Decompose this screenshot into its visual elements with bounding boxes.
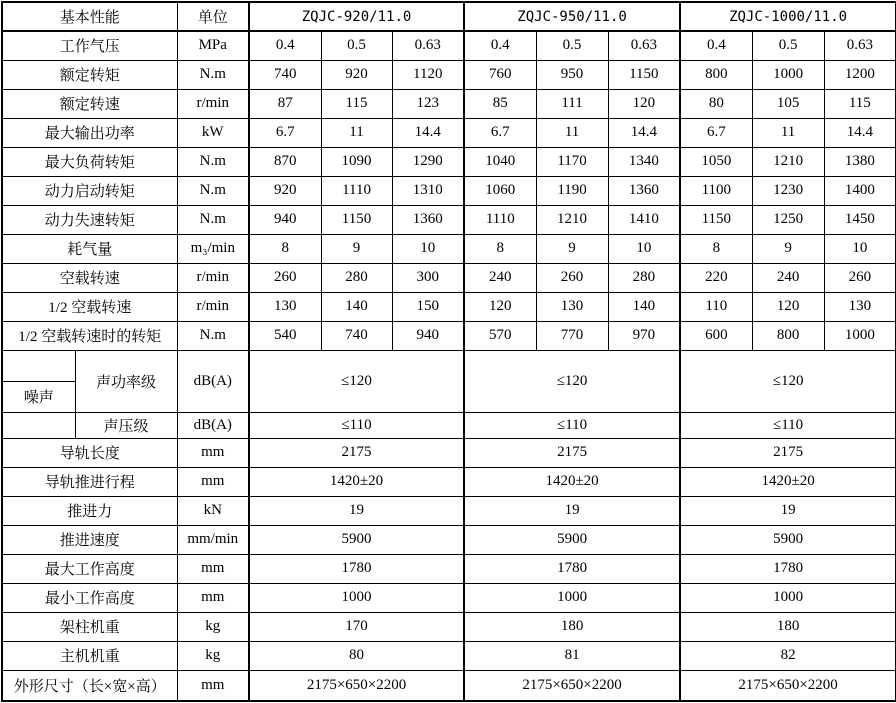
row-unit: r/min — [177, 89, 249, 118]
value-cell: 1380 — [824, 147, 896, 176]
value-cell: 0.5 — [752, 31, 824, 60]
value-cell: 1000 — [824, 321, 896, 350]
value-cell: 1000 — [680, 583, 896, 612]
row-label: 1/2 空载转速时的转矩 — [2, 321, 177, 350]
value-cell: 120 — [608, 89, 680, 118]
value-cell: 8 — [464, 234, 536, 263]
row-label: 外形尺寸（长×宽×高） — [2, 670, 177, 701]
value-cell: 130 — [824, 292, 896, 321]
row-label: 额定转速 — [2, 89, 177, 118]
value-cell: 130 — [249, 292, 321, 321]
row-unit: N.m — [177, 147, 249, 176]
row-label: 动力失速转矩 — [2, 205, 177, 234]
value-cell: 240 — [752, 263, 824, 292]
table-row — [2, 263, 896, 292]
value-cell: 6.7 — [680, 118, 752, 147]
row-label: 导轨长度 — [2, 438, 177, 467]
row-unit: kg — [177, 641, 249, 670]
value-cell: 0.4 — [464, 31, 536, 60]
value-cell: 1780 — [249, 554, 464, 583]
value-cell: 10 — [392, 234, 464, 263]
value-cell: 1290 — [392, 147, 464, 176]
value-cell: 1150 — [680, 205, 752, 234]
value-cell: 9 — [536, 234, 608, 263]
value-cell: 1110 — [464, 205, 536, 234]
value-cell: 1060 — [464, 176, 536, 205]
value-cell: 0.63 — [608, 31, 680, 60]
table-row — [2, 350, 896, 381]
value-cell: 80 — [249, 641, 464, 670]
row-unit: N.m — [177, 205, 249, 234]
value-cell: 800 — [680, 60, 752, 89]
row-unit: mm — [177, 583, 249, 612]
row-unit: r/min — [177, 263, 249, 292]
value-cell: 115 — [321, 89, 392, 118]
noise-value: ≤120 — [249, 350, 464, 412]
value-cell: 2175 — [680, 438, 896, 467]
row-label: 导轨推进行程 — [2, 467, 177, 496]
value-cell: 1780 — [464, 554, 680, 583]
value-cell: 140 — [608, 292, 680, 321]
value-cell: 81 — [464, 641, 680, 670]
table-row — [2, 670, 896, 701]
noise-value: ≤120 — [680, 350, 896, 412]
value-cell: 1200 — [824, 60, 896, 89]
row-unit: kg — [177, 612, 249, 641]
value-cell: 920 — [249, 176, 321, 205]
row-unit: m₃/min — [177, 234, 249, 263]
value-cell: 920 — [321, 60, 392, 89]
value-cell: 740 — [249, 60, 321, 89]
table-row — [2, 89, 896, 118]
row-unit: N.m — [177, 176, 249, 205]
noise-spacer-top — [2, 350, 75, 381]
header-unit: 单位 — [177, 2, 249, 31]
value-cell: 150 — [392, 292, 464, 321]
value-cell: 570 — [464, 321, 536, 350]
row-label: 最大输出功率 — [2, 118, 177, 147]
row-unit: kN — [177, 496, 249, 525]
value-cell: 10 — [824, 234, 896, 263]
value-cell: 1780 — [680, 554, 896, 583]
row-label: 工作气压 — [2, 31, 177, 60]
value-cell: 130 — [536, 292, 608, 321]
table-row — [2, 583, 896, 612]
header-model-0: ZQJC-920/11.0 — [249, 2, 464, 31]
row-label: 最大负荷转矩 — [2, 147, 177, 176]
row-unit: r/min — [177, 292, 249, 321]
noise-sub-label: 声压级 — [75, 412, 177, 438]
value-cell: 10 — [608, 234, 680, 263]
value-cell: 9 — [752, 234, 824, 263]
value-cell: 0.4 — [249, 31, 321, 60]
value-cell: 14.4 — [608, 118, 680, 147]
row-label: 额定转矩 — [2, 60, 177, 89]
value-cell: 0.5 — [321, 31, 392, 60]
table-row — [2, 31, 896, 60]
row-label: 推进速度 — [2, 525, 177, 554]
value-cell: 105 — [752, 89, 824, 118]
header-model-2: ZQJC-1000/11.0 — [680, 2, 896, 31]
value-cell: 5900 — [249, 525, 464, 554]
table-row — [2, 525, 896, 554]
table-row — [2, 234, 896, 263]
value-cell: 2175×650×2200 — [464, 670, 680, 701]
row-unit: N.m — [177, 60, 249, 89]
value-cell: 140 — [321, 292, 392, 321]
noise-value: ≤110 — [249, 412, 464, 438]
table-row — [2, 60, 896, 89]
value-cell: 1420±20 — [680, 467, 896, 496]
value-cell: 11 — [321, 118, 392, 147]
table-row — [2, 147, 896, 176]
value-cell: 19 — [464, 496, 680, 525]
value-cell: 120 — [752, 292, 824, 321]
value-cell: 1450 — [824, 205, 896, 234]
value-cell: 2175×650×2200 — [249, 670, 464, 701]
table-row — [2, 412, 896, 438]
value-cell: 1000 — [752, 60, 824, 89]
value-cell: 1110 — [321, 176, 392, 205]
value-cell: 1100 — [680, 176, 752, 205]
table-row — [2, 2, 896, 31]
table-row — [2, 205, 896, 234]
value-cell: 1250 — [752, 205, 824, 234]
value-cell: 180 — [680, 612, 896, 641]
value-cell: 0.5 — [536, 31, 608, 60]
row-label: 推进力 — [2, 496, 177, 525]
value-cell: 300 — [392, 263, 464, 292]
value-cell: 1360 — [608, 176, 680, 205]
value-cell: 0.4 — [680, 31, 752, 60]
value-cell: 1420±20 — [464, 467, 680, 496]
value-cell: 1120 — [392, 60, 464, 89]
value-cell: 540 — [249, 321, 321, 350]
value-cell: 1400 — [824, 176, 896, 205]
row-label: 架柱机重 — [2, 612, 177, 641]
noise-spacer-bottom — [2, 412, 75, 438]
value-cell: 1040 — [464, 147, 536, 176]
value-cell: 260 — [249, 263, 321, 292]
value-cell: 1090 — [321, 147, 392, 176]
noise-value: ≤120 — [464, 350, 680, 412]
noise-sub-unit: dB(A) — [177, 350, 249, 412]
value-cell: 19 — [249, 496, 464, 525]
value-cell: 1420±20 — [249, 467, 464, 496]
value-cell: 11 — [752, 118, 824, 147]
table-row — [2, 292, 896, 321]
value-cell: 82 — [680, 641, 896, 670]
value-cell: 600 — [680, 321, 752, 350]
value-cell: 770 — [536, 321, 608, 350]
value-cell: 2175 — [249, 438, 464, 467]
table-row — [2, 438, 896, 467]
value-cell: 11 — [536, 118, 608, 147]
value-cell: 0.63 — [824, 31, 896, 60]
value-cell: 180 — [464, 612, 680, 641]
value-cell: 940 — [249, 205, 321, 234]
value-cell: 1190 — [536, 176, 608, 205]
value-cell: 1170 — [536, 147, 608, 176]
row-unit: mm — [177, 670, 249, 701]
value-cell: 2175×650×2200 — [680, 670, 896, 701]
table-row — [2, 118, 896, 147]
value-cell: 85 — [464, 89, 536, 118]
value-cell: 1150 — [608, 60, 680, 89]
value-cell: 111 — [536, 89, 608, 118]
value-cell: 5900 — [464, 525, 680, 554]
row-label: 耗气量 — [2, 234, 177, 263]
noise-value: ≤110 — [464, 412, 680, 438]
row-label: 最大工作高度 — [2, 554, 177, 583]
table-row — [2, 496, 896, 525]
value-cell: 6.7 — [249, 118, 321, 147]
row-unit: mm — [177, 554, 249, 583]
table-row — [2, 554, 896, 583]
value-cell: 170 — [249, 612, 464, 641]
value-cell: 1340 — [608, 147, 680, 176]
spec-table-body — [2, 2, 896, 701]
value-cell: 870 — [249, 147, 321, 176]
value-cell: 6.7 — [464, 118, 536, 147]
value-cell: 1360 — [392, 205, 464, 234]
value-cell: 80 — [680, 89, 752, 118]
row-label: 动力启动转矩 — [2, 176, 177, 205]
value-cell: 1210 — [752, 147, 824, 176]
value-cell: 19 — [680, 496, 896, 525]
value-cell: 280 — [608, 263, 680, 292]
row-label: 空载转速 — [2, 263, 177, 292]
value-cell: 260 — [824, 263, 896, 292]
value-cell: 220 — [680, 263, 752, 292]
value-cell: 120 — [464, 292, 536, 321]
value-cell: 123 — [392, 89, 464, 118]
value-cell: 1230 — [752, 176, 824, 205]
value-cell: 760 — [464, 60, 536, 89]
value-cell: 115 — [824, 89, 896, 118]
value-cell: 87 — [249, 89, 321, 118]
row-label: 最小工作高度 — [2, 583, 177, 612]
table-row — [2, 641, 896, 670]
row-unit: mm/min — [177, 525, 249, 554]
value-cell: 260 — [536, 263, 608, 292]
value-cell: 1210 — [536, 205, 608, 234]
value-cell: 1050 — [680, 147, 752, 176]
noise-group-label: 噪声 — [2, 381, 75, 412]
table-row — [2, 176, 896, 205]
value-cell: 950 — [536, 60, 608, 89]
row-unit: N.m — [177, 321, 249, 350]
value-cell: 1310 — [392, 176, 464, 205]
spec-table — [1, 1, 896, 702]
value-cell: 1000 — [249, 583, 464, 612]
row-unit: mm — [177, 438, 249, 467]
row-unit: kW — [177, 118, 249, 147]
value-cell: 940 — [392, 321, 464, 350]
noise-sub-label: 声功率级 — [75, 350, 177, 412]
value-cell: 14.4 — [824, 118, 896, 147]
row-label: 1/2 空载转速 — [2, 292, 177, 321]
value-cell: 280 — [321, 263, 392, 292]
value-cell: 1410 — [608, 205, 680, 234]
value-cell: 5900 — [680, 525, 896, 554]
table-row — [2, 321, 896, 350]
row-label: 主机机重 — [2, 641, 177, 670]
value-cell: 970 — [608, 321, 680, 350]
value-cell: 8 — [249, 234, 321, 263]
table-row — [2, 467, 896, 496]
value-cell: 1150 — [321, 205, 392, 234]
row-unit: mm — [177, 467, 249, 496]
noise-sub-unit: dB(A) — [177, 412, 249, 438]
value-cell: 110 — [680, 292, 752, 321]
value-cell: 2175 — [464, 438, 680, 467]
header-performance: 基本性能 — [2, 2, 177, 31]
noise-value: ≤110 — [680, 412, 896, 438]
header-model-1: ZQJC-950/11.0 — [464, 2, 680, 31]
value-cell: 0.63 — [392, 31, 464, 60]
value-cell: 14.4 — [392, 118, 464, 147]
value-cell: 8 — [680, 234, 752, 263]
value-cell: 9 — [321, 234, 392, 263]
row-unit: MPa — [177, 31, 249, 60]
value-cell: 1000 — [464, 583, 680, 612]
value-cell: 740 — [321, 321, 392, 350]
table-row — [2, 612, 896, 641]
value-cell: 240 — [464, 263, 536, 292]
value-cell: 800 — [752, 321, 824, 350]
